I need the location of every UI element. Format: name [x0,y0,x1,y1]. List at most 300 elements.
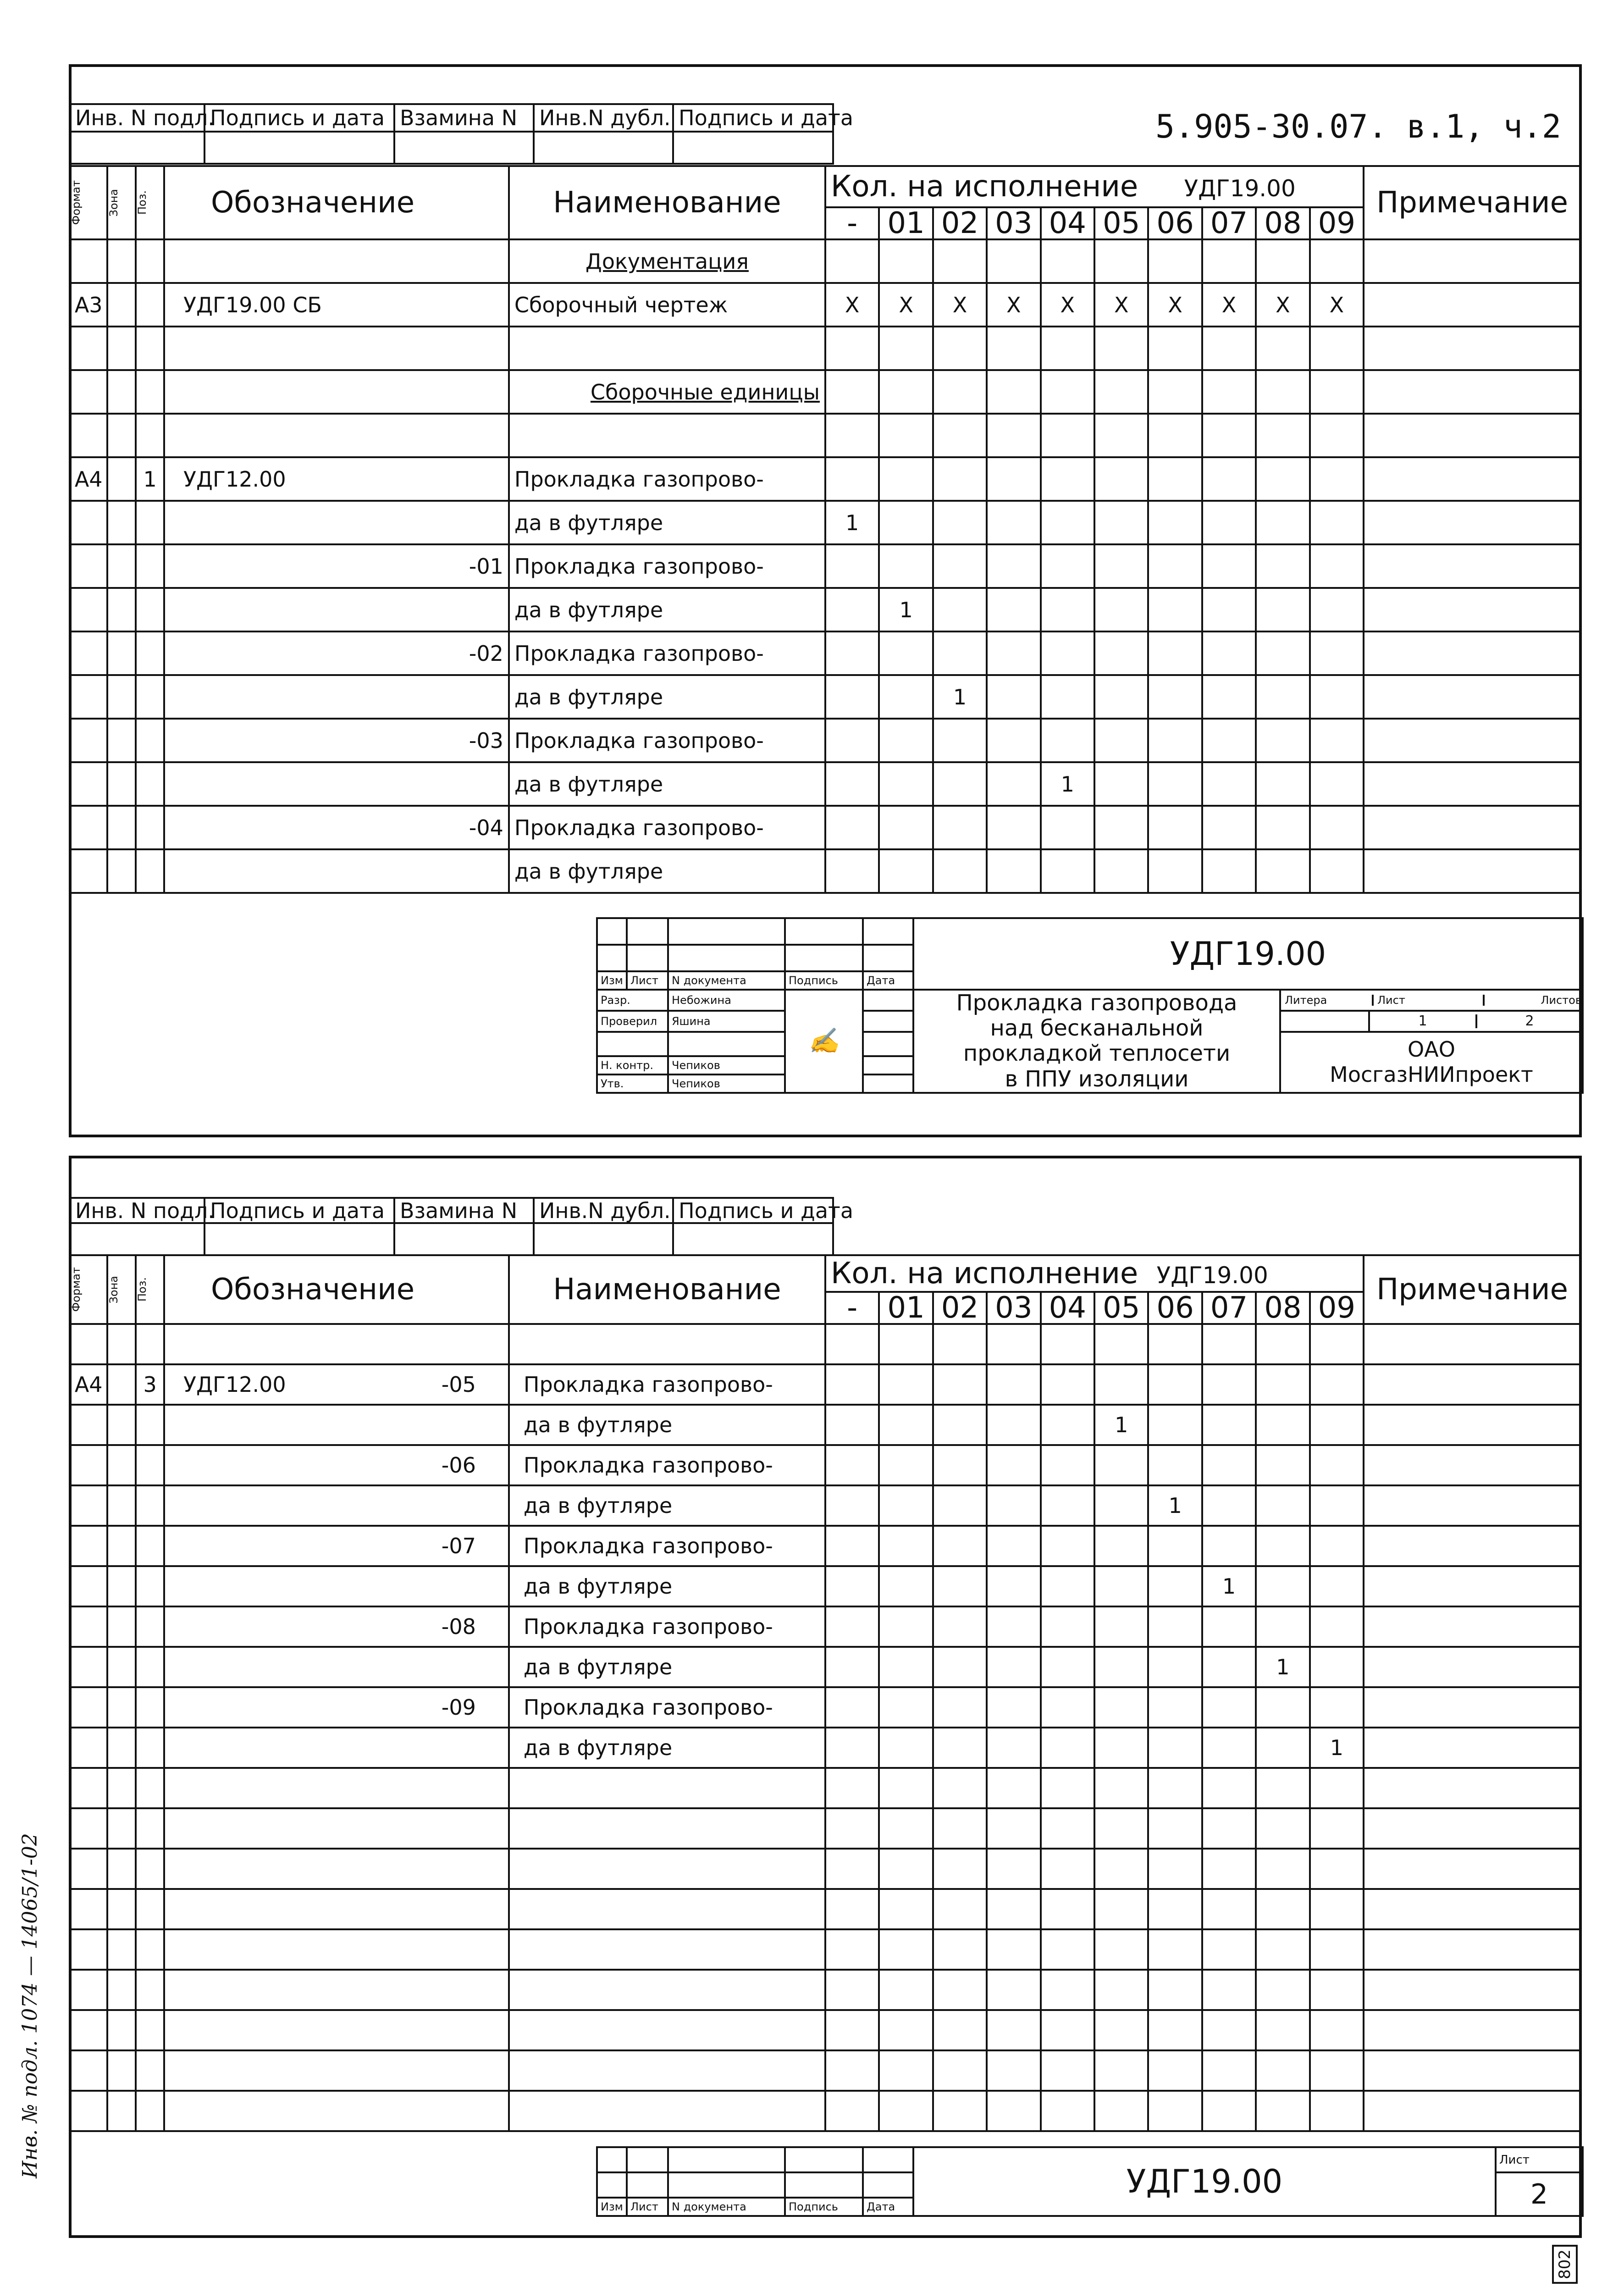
cell-format [70,1445,107,1485]
cell-qty [1202,457,1256,501]
cell-name: Прокладка газопрово- [509,631,825,675]
cell-qty [1094,2091,1148,2131]
header-zone: Зона [107,166,136,239]
side-page-number: 802 [1552,2245,1578,2284]
cell-qty [825,1566,879,1606]
cell-qty [933,1324,987,1364]
cell-qty [933,544,987,588]
cell-qty [879,1364,933,1405]
table-row [70,414,1581,457]
cell-qty [1148,327,1202,370]
cell-qty [825,2010,879,2050]
cell-qty [987,1728,1040,1768]
cell-qty [933,1647,987,1687]
cell-qty [879,457,933,501]
cell-name: да в футляре [509,588,825,631]
cell-qty [825,1485,879,1526]
cell-note [1364,1687,1581,1728]
cell-qty [1202,544,1256,588]
table-row [70,327,1581,370]
cell-qty [933,719,987,762]
cell-note [1364,370,1581,414]
cell-name: Прокладка газопрово- [509,1687,825,1728]
cell-pos [136,2050,164,2091]
cell-format [70,544,107,588]
cell-qty [825,370,879,414]
cell-pos [136,1929,164,1970]
cell-qty [1148,1728,1202,1768]
cell-qty [987,327,1040,370]
cell-pos [136,762,164,806]
cell-name [509,1808,825,1849]
cell-qty [987,1364,1040,1405]
cell-pos [136,631,164,675]
cell-name: Прокладка газопрово- [509,719,825,762]
cell-note [1364,1768,1581,1808]
cell-qty [825,239,879,283]
cell-designation [164,239,509,283]
cell-name [509,2091,825,2131]
document-number: 5.905-30.07. в.1, ч.2 [1155,108,1562,145]
table-row [70,1364,1581,1405]
cell-qty [1310,1929,1364,1970]
cell-zone [107,1768,136,1808]
cell-qty [987,675,1040,719]
cell-zone [107,719,136,762]
cell-name: Прокладка газопрово- [509,1606,825,1647]
cell-qty [1094,501,1148,544]
cell-qty [933,1405,987,1445]
cell-qty [1256,1324,1309,1364]
cell-name: да в футляре [509,1405,825,1445]
cell-qty [879,1768,933,1808]
cell-name [509,1849,825,1889]
stamp-role: Утв. [597,1074,668,1093]
cell-qty [879,849,933,893]
cell-qty [1256,1364,1309,1405]
cell-pos [136,544,164,588]
cell-name [509,1768,825,1808]
cell-qty [1256,1687,1309,1728]
cell-format: А4 [70,457,107,501]
cell-designation [164,1485,509,1526]
cell-zone [107,1606,136,1647]
variant-header: 07 [1202,1292,1256,1324]
cell-name: Документация [509,239,825,283]
cell-format [70,1485,107,1526]
cell-name [509,2050,825,2091]
cell-zone [107,806,136,849]
cell-qty [1310,1970,1364,2010]
header-designation: Обозначение [164,1255,509,1324]
cell-format [70,2050,107,2091]
cell-pos [136,806,164,849]
stamp-title: Прокладка газопровода над бесканальной прокладкой теплосети в ППУ изоляции [913,990,1280,1093]
cell-qty [1041,501,1094,544]
cell-designation [164,414,509,457]
cell-qty [1202,1808,1256,1849]
cell-qty [1041,1526,1094,1566]
cell-qty [825,1364,879,1405]
cell-note [1364,2050,1581,2091]
cell-qty [1310,1566,1364,1606]
cell-qty [987,501,1040,544]
inv-box-cell: Подпись и дата [204,1198,394,1223]
cell-qty [1094,675,1148,719]
cell-designation [164,588,509,631]
stamp-col-label: N документа [668,971,785,990]
table-row [70,1566,1581,1606]
cell-qty [879,1929,933,1970]
cell-name: да в футляре [509,762,825,806]
cell-format [70,675,107,719]
cell-qty [1256,239,1309,283]
cell-zone [107,1485,136,1526]
cell-note [1364,1324,1581,1364]
cell-qty [1310,762,1364,806]
cell-qty [987,1929,1040,1970]
designation-suffix: -06 [441,1453,476,1478]
cell-qty [933,1970,987,2010]
cell-qty [1256,1606,1309,1647]
cell-pos [136,1566,164,1606]
inventory-box-2 [69,1197,854,1256]
header-zone: Зона [107,1255,136,1324]
cell-qty [825,806,879,849]
designation-suffix: -05 [441,1372,476,1397]
cell-qty [987,544,1040,588]
cell-qty [1202,370,1256,414]
cell-qty [987,1970,1040,2010]
cell-note [1364,806,1581,849]
cell-name: Прокладка газопрово- [509,1445,825,1485]
cell-qty [1041,544,1094,588]
cell-qty [1310,457,1364,501]
cell-qty [1041,849,1094,893]
cell-qty [1094,588,1148,631]
cell-designation [164,1526,509,1566]
cell-pos [136,501,164,544]
cell-qty [1310,1485,1364,1526]
cell-pos [136,719,164,762]
cell-note [1364,1889,1581,1929]
inv-box-cell: Инв.N дубл. [534,104,673,132]
cell-qty [879,414,933,457]
cell-format [70,239,107,283]
stamp-col-label: Лист [627,2198,668,2216]
table-row [70,1445,1581,1485]
cell-qty [1202,2091,1256,2131]
cell-qty [1256,370,1309,414]
cell-qty [1094,849,1148,893]
cell-qty [1094,1324,1148,1364]
cell-qty [879,1808,933,1849]
cell-qty [987,2010,1040,2050]
cell-qty [1256,1849,1309,1889]
cell-qty [1148,1445,1202,1485]
spec-table-1 [69,165,1582,894]
cell-designation [164,1687,509,1728]
cell-qty [1041,457,1094,501]
cell-zone [107,457,136,501]
stamp-person: Чепиков [668,1056,785,1074]
cell-pos [136,1526,164,1566]
cell-qty [1256,1768,1309,1808]
cell-qty [1094,1526,1148,1566]
cell-designation [164,675,509,719]
cell-qty [879,1526,933,1566]
cell-format [70,327,107,370]
cell-qty [987,239,1040,283]
table-row [70,2050,1581,2091]
cell-name: да в футляре [509,1485,825,1526]
cell-qty [1148,1849,1202,1889]
stamp-sheet: 2 [1496,2172,1583,2216]
cell-qty [1202,1485,1256,1526]
cell-qty [1094,1687,1148,1728]
cell-qty [1041,1808,1094,1849]
cell-name: да в футляре [509,1647,825,1687]
cell-qty: 1 [1310,1728,1364,1768]
cell-designation [164,1405,509,1445]
stamp-role: Разр. [597,990,668,1011]
designation-suffix: -08 [441,1614,476,1639]
table-row [70,1647,1581,1687]
cell-qty [879,762,933,806]
cell-qty [1094,719,1148,762]
cell-qty [1310,631,1364,675]
cell-qty: X [1310,283,1364,327]
cell-qty: 1 [825,501,879,544]
variant-header: 01 [879,207,933,239]
cell-qty [1148,675,1202,719]
cell-designation [164,849,509,893]
cell-qty [1310,2091,1364,2131]
cell-designation: -02 [164,631,509,675]
cell-qty: X [1148,283,1202,327]
cell-name: Прокладка газопрово- [509,806,825,849]
cell-qty [1256,1405,1309,1445]
cell-qty [1256,1445,1309,1485]
variant-header: 06 [1148,1292,1202,1324]
cell-qty [825,631,879,675]
table-row [70,239,1581,283]
cell-format [70,1526,107,1566]
cell-format [70,1970,107,2010]
cell-qty [1041,1566,1094,1606]
stamp-litera-label: Литера [1285,994,1327,1007]
cell-qty [1094,544,1148,588]
cell-qty [1148,457,1202,501]
stamp-col-label: Дата [863,2198,913,2216]
header-note: Примечание [1364,166,1581,239]
cell-qty [1148,239,1202,283]
cell-qty [1202,2010,1256,2050]
cell-qty [1094,1485,1148,1526]
cell-qty [1041,1768,1094,1808]
cell-qty: 1 [1041,762,1094,806]
cell-qty [879,2091,933,2131]
cell-format [70,588,107,631]
cell-qty [1310,1687,1364,1728]
cell-zone [107,1970,136,2010]
cell-name: Прокладка газопрово- [509,457,825,501]
cell-qty [933,1768,987,1808]
cell-designation [164,2050,509,2091]
cell-qty [1256,2050,1309,2091]
cell-note [1364,414,1581,457]
cell-qty [933,588,987,631]
margin-handwritten-note: Инв. № подл. 1074 — 14065/1-02 [18,1833,42,2178]
cell-qty [825,1808,879,1849]
cell-qty [933,1728,987,1768]
cell-qty [933,2010,987,2050]
cell-qty [825,1728,879,1768]
cell-qty: X [879,283,933,327]
cell-qty [933,501,987,544]
cell-pos [136,1970,164,2010]
cell-qty [987,588,1040,631]
cell-qty [1094,457,1148,501]
cell-zone [107,588,136,631]
stamp-code: УДГ19.00 [913,2147,1496,2216]
table-row [70,588,1581,631]
cell-format [70,414,107,457]
cell-qty [1202,1929,1256,1970]
variant-header: 04 [1041,1292,1094,1324]
inv-box-cell: Инв. N подл. [70,1198,204,1223]
cell-zone [107,2050,136,2091]
cell-qty [987,762,1040,806]
cell-qty [879,1728,933,1768]
cell-qty [825,1526,879,1566]
cell-qty [1041,2050,1094,2091]
cell-name: да в футляре [509,849,825,893]
cell-note [1364,544,1581,588]
cell-zone [107,1405,136,1445]
cell-qty [1148,1768,1202,1808]
cell-zone [107,327,136,370]
cell-designation [164,2010,509,2050]
cell-qty [1256,1808,1309,1849]
cell-qty [825,1970,879,2010]
stamp-col-label: Подпись [785,2198,863,2216]
cell-qty: 1 [1256,1647,1309,1687]
cell-format: А3 [70,283,107,327]
cell-qty [987,414,1040,457]
cell-pos [136,283,164,327]
cell-pos [136,370,164,414]
cell-format [70,1647,107,1687]
cell-designation [164,1324,509,1364]
stamp-col-label: Подпись [785,971,863,990]
cell-qty [933,1929,987,1970]
cell-qty [1041,2010,1094,2050]
cell-note [1364,675,1581,719]
cell-qty: X [1256,283,1309,327]
cell-qty [825,1849,879,1889]
designation-suffix: -07 [441,1534,476,1558]
cell-qty [1148,2010,1202,2050]
cell-format [70,1849,107,1889]
cell-qty [1148,1566,1202,1606]
cell-qty [1202,1606,1256,1647]
cell-qty [1256,806,1309,849]
cell-qty [987,1405,1040,1445]
cell-format [70,2010,107,2050]
cell-designation [164,370,509,414]
cell-qty [1148,544,1202,588]
cell-qty [1310,1889,1364,1929]
cell-note [1364,762,1581,806]
cell-note [1364,2010,1581,2050]
cell-qty [1041,1324,1094,1364]
cell-qty [1041,1364,1094,1405]
cell-zone [107,762,136,806]
cell-qty [1202,762,1256,806]
cell-qty [1094,1970,1148,2010]
cell-format [70,501,107,544]
stamp-person: Яшина [668,1011,785,1032]
cell-note [1364,631,1581,675]
cell-format [70,370,107,414]
stamp-sheets: 2 [1475,1014,1582,1028]
cell-pos [136,1889,164,1929]
cell-qty [1256,631,1309,675]
cell-qty [1148,719,1202,762]
header-name: Наименование [509,1255,825,1324]
cell-qty [1148,1324,1202,1364]
stamp-role: Н. контр. [597,1056,668,1074]
cell-note [1364,1526,1581,1566]
variant-header: 02 [933,1292,987,1324]
cell-pos [136,2091,164,2131]
cell-qty [1148,762,1202,806]
table-row [70,1405,1581,1445]
cell-designation [164,1606,509,1647]
cell-qty [825,457,879,501]
cell-qty [1094,1889,1148,1929]
cell-qty [1148,1647,1202,1687]
cell-qty [825,675,879,719]
inv-box-cell: Взамина N [394,104,534,132]
cell-qty: 1 [933,675,987,719]
cell-qty [1094,1808,1148,1849]
cell-qty [1148,1405,1202,1445]
cell-zone [107,1889,136,1929]
cell-note [1364,327,1581,370]
cell-note [1364,1849,1581,1889]
stamp-code: УДГ19.00 [913,918,1583,990]
cell-qty [1256,1526,1309,1566]
table-row [70,719,1581,762]
cell-pos [136,849,164,893]
cell-qty [1041,1849,1094,1889]
variant-header: 01 [879,1292,933,1324]
cell-qty [825,762,879,806]
cell-name [509,1970,825,2010]
cell-format [70,849,107,893]
cell-qty [1094,1647,1148,1687]
cell-qty [825,1687,879,1728]
cell-qty [1202,1687,1256,1728]
cell-format [70,806,107,849]
cell-qty [879,1566,933,1606]
cell-qty [1202,806,1256,849]
cell-qty [1310,1364,1364,1405]
cell-qty [987,370,1040,414]
cell-format [70,1324,107,1364]
